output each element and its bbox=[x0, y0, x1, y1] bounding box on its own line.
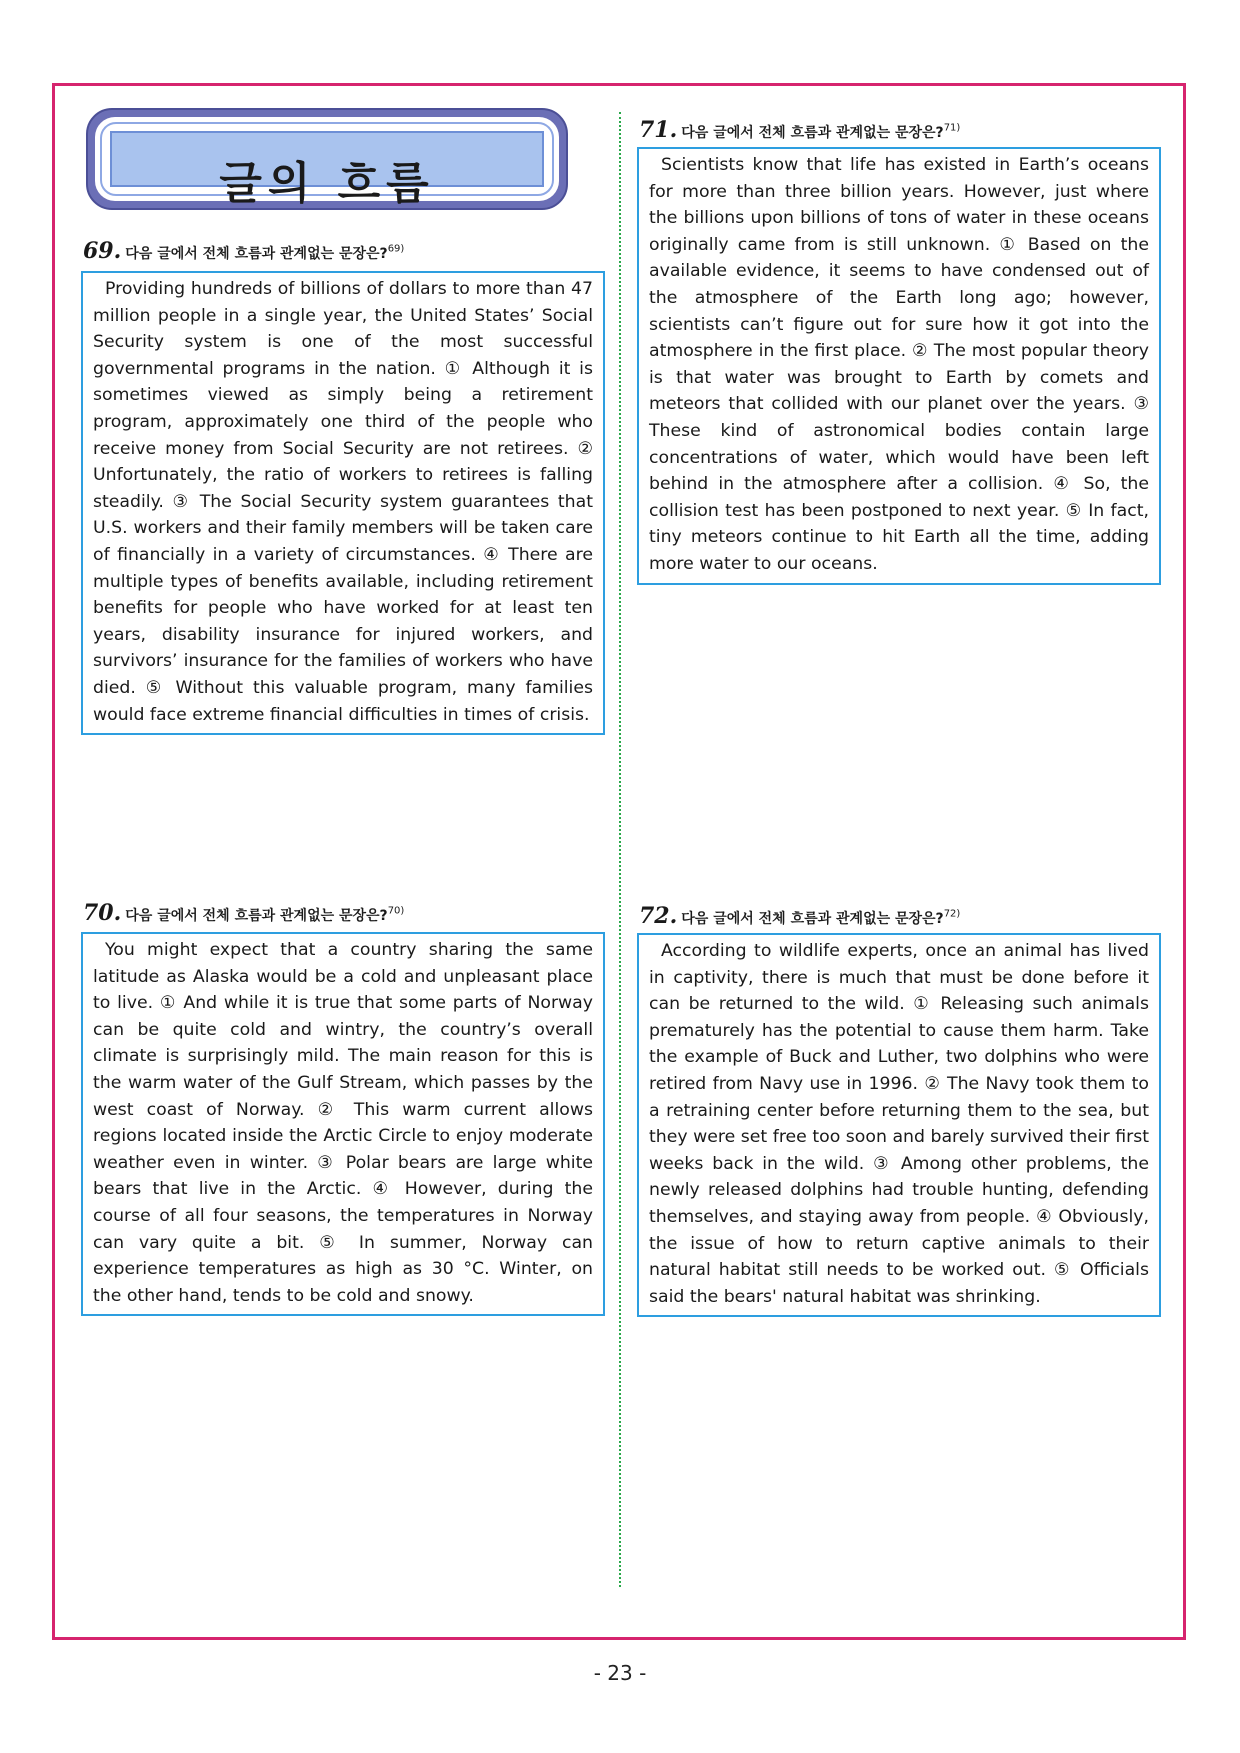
question-72-header bbox=[639, 903, 960, 931]
question-71-passage-box bbox=[637, 147, 1161, 585]
column-divider bbox=[619, 112, 621, 1587]
question-69-passage-box bbox=[81, 271, 605, 735]
question-number: 72. bbox=[639, 903, 678, 929]
question-prompt: 다음 글에서 전체 흐름과 관계없는 문장은? bbox=[125, 246, 388, 262]
footnote-marker: 69) bbox=[387, 243, 405, 255]
footnote-marker: 72) bbox=[943, 908, 961, 920]
question-number: 70. bbox=[83, 900, 122, 926]
banner-panel bbox=[110, 131, 544, 209]
section-title-banner bbox=[86, 108, 568, 210]
question-72-passage: According to wildlife experts, once an animal has lived in captivity, there is much that must be done before it can be returned to the wild. ① Releasing such animals prematurely has the potential to cause them harm. Take the example of Buck and Luther, two dolphins who were retired from Navy use in 1996. ② The Navy took them to a retraining center before returning them to the sea, but they were set free too soon and barely survived their first weeks back in the wild. ③ Among other problems, the newly released dolphins had trouble hunting, defending themselves, and staying away from people. ④ Obviously, the issue of how to return captive animals to their natural habitat still needs to be worked out. ⑤ Officials said the bears' natural habitat was shrinking. bbox=[649, 941, 1149, 1307]
question-71-header bbox=[639, 117, 960, 145]
question-72-passage-box bbox=[637, 933, 1161, 1317]
section-title: 글의 흐름 bbox=[219, 158, 435, 209]
question-70-header bbox=[83, 900, 404, 928]
question-prompt: 다음 글에서 전체 흐름과 관계없는 문장은? bbox=[681, 125, 944, 141]
question-number: 69. bbox=[83, 238, 122, 264]
question-71-passage: Scientists know that life has existed in Earth’s oceans for more than three billion years. However, just where the billions upon billions of tons of water in these oceans originally came from is still unknown. ① Based on the available evidence, it seems to have condensed out of the atmosphere of the Earth long ago; however, scientists can’t figure out for sure how it got into the atmosphere in the first place. ② The most popular theory is that water was brought to Earth by comets and meteors that collided with our planet over the years. ③ These kind of astronomical bodies contain large concentrations of water, which would have been left behind in the atmosphere after a collision. ④ So, the collision test has been postponed to next year. ⑤ In fact, tiny meteors continue to hit Earth all the time, adding more water to our oceans. bbox=[649, 155, 1149, 574]
question-69-header bbox=[83, 238, 404, 266]
question-70-passage: You might expect that a country sharing the same latitude as Alaska would be a cold and unpleasant place to live. ① And while it is true that some parts of Norway can be quite cold and wintry, the country’s overall climate is surprisingly mild. The main reason for this is the warm water of the Gulf Stream, which passes by the west coast of Norway. ② This warm current allows regions located inside the Arctic Circle to enjoy moderate weather even in winter. ③ Polar bears are large white bears that live in the Arctic. ④ However, during the course of all four seasons, the temperatures in Norway can vary quite a bit. ⑤ In summer, Norway can experience temperatures as high as 30 °C. Winter, on the other hand, tends to be cold and snowy. bbox=[93, 940, 593, 1306]
footnote-marker: 70) bbox=[387, 905, 405, 917]
question-number: 71. bbox=[639, 117, 678, 143]
question-prompt: 다음 글에서 전체 흐름과 관계없는 문장은? bbox=[125, 908, 388, 924]
question-70-passage-box bbox=[81, 932, 605, 1316]
question-prompt: 다음 글에서 전체 흐름과 관계없는 문장은? bbox=[681, 911, 944, 927]
question-69-passage: Providing hundreds of billions of dollars to more than 47 million people in a single year, the United States’ Social Security system is one of the most successful governmental programs in the nation. ① Although it is sometimes viewed as simply being a retirement program, approximately one third of the people who receive money from Social Security are not retirees. ② Unfortunately, the ratio of workers to retirees is falling steadily. ③ The Social Security system guarantees that U.S. workers and their family members will be taken care of financially in a variety of circumstances. ④ There are multiple types of benefits available, including retirement benefits for people who have worked for at least ten years, disability insurance for injured workers, and survivors’ insurance for the families of workers who have died. ⑤ Without this valuable program, many families would face extreme financial difficulties in times of crisis. bbox=[93, 279, 593, 725]
footnote-marker: 71) bbox=[943, 122, 961, 134]
page-number: - 23 - bbox=[593, 1661, 647, 1685]
